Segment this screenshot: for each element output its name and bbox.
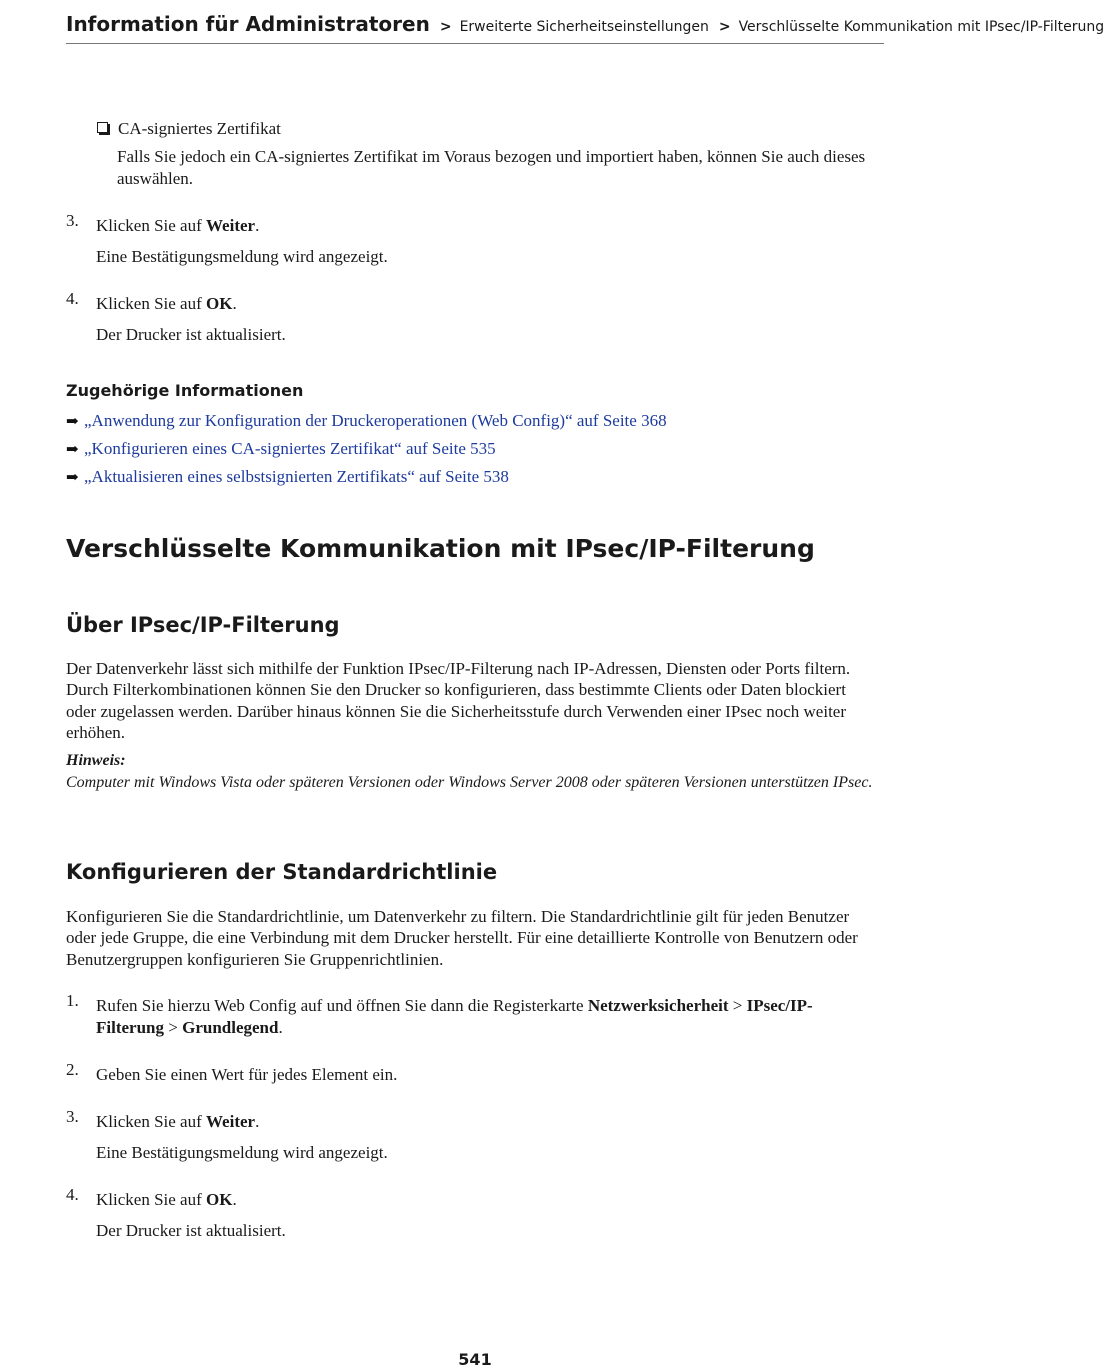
step-instruction: Klicken Sie auf Weiter. [96,1112,260,1131]
related-link[interactable] [66,467,509,487]
step-result: Eine Bestätigungsmeldung wird angezeigt. [96,247,388,266]
menu-name: Netzwerksicherheit [587,996,729,1015]
related-link[interactable] [66,439,496,459]
option-item [97,118,281,140]
step-number: 4. [66,1185,79,1204]
about-paragraph: Der Datenverkehr lässt sich mithilfe der Funktion IPsec/IP-Filterung nach IP-Adressen, Diensten oder Ports filtern. Durch Filterkombinationen können Sie den Drucker so konfigurieren, dass bestimmte Clients oder Daten blockiert oder zugelassen werden. Darüber hinaus können Sie die Sicherheitsstufe durch Verwenden einer IPsec noch weiter erhöhen. [66,659,851,742]
step-instruction: Klicken Sie auf Weiter. [96,216,260,235]
step-result: Der Drucker ist aktualisiert. [96,1221,286,1240]
menu-name: IPsec/IP-Filterung [96,996,813,1037]
step-number: 4. [66,289,79,308]
section-title: Verschlüsselte Kommunikation mit IPsec/IP-Filterung [66,534,815,563]
step-instruction: Klicken Sie auf OK. [96,1190,237,1209]
subsection-title-default-policy: Konfigurieren der Standardrichtlinie [66,860,498,884]
menu-name: Grundlegend [182,1018,279,1037]
page-number: 541 [458,1350,492,1369]
arrow-right-icon: ➡ [66,470,79,486]
step-number: 3. [66,211,79,230]
related-link-text[interactable]: „Konfigurieren eines CA-signiertes Zertifikat“ auf Seite 535 [84,439,496,458]
step-instruction: Geben Sie einen Wert für jedes Element ein. [96,1065,398,1084]
option-description: Falls Sie jedoch ein CA-signiertes Zertifikat im Voraus bezogen und importiert haben, können Sie auch dieses auswählen. [117,147,866,188]
step-result: Der Drucker ist aktualisiert. [96,325,286,344]
breadcrumb-separator: > [718,19,731,35]
checkbox-bullet-icon [97,122,108,133]
breadcrumb-item-security[interactable]: Erweiterte Sicherheitseinstellungen [459,19,709,35]
step-instruction: Rufen Sie hierzu Web Config auf und öffnen Sie dann die Registerkarte Netzwerksicherheit > IPsec/IP-Filterung > Grundlegend. [96,996,813,1037]
breadcrumb-section[interactable]: Information für Administratoren [66,12,430,36]
breadcrumb-item-ipsec[interactable]: Verschlüsselte Kommunikation mit IPsec/IP-Filterung [738,19,1104,35]
arrow-right-icon: ➡ [66,414,79,430]
step-number: 3. [66,1107,79,1126]
button-name-ok: OK [206,1190,233,1209]
arrow-right-icon: ➡ [66,442,79,458]
step-number: 2. [66,1060,79,1079]
note-text: Computer mit Windows Vista oder späteren Versionen oder Windows Server 2008 oder späteren Versionen unterstützen IPsec. [66,774,873,791]
related-link-text[interactable]: „Anwendung zur Konfiguration der Druckeroperationen (Web Config)“ auf Seite 368 [84,411,667,430]
note-label: Hinweis: [66,752,126,769]
button-name-weiter: Weiter [206,1112,256,1131]
related-info-title: Zugehörige Informationen [66,381,304,400]
related-link[interactable] [66,411,667,431]
button-name-weiter: Weiter [206,216,256,235]
breadcrumb-separator: > [439,19,452,35]
breadcrumb [66,12,1104,44]
related-link-text[interactable]: „Aktualisieren eines selbstsignierten Zertifikats“ auf Seite 538 [84,467,509,486]
subsection-title-about: Über IPsec/IP-Filterung [66,613,340,637]
default-policy-paragraph: Konfigurieren Sie die Standardrichtlinie, um Datenverkehr zu filtern. Die Standardrichtlinie gilt für jeden Benutzer oder jede Gruppe, die eine Verbindung mit dem Drucker herstellt. Für eine detaillierte Kontrolle von Benutzern oder Benutzergruppen konfigurieren Sie Gruppenrichtlinien. [66,907,858,969]
step-result: Eine Bestätigungsmeldung wird angezeigt. [96,1143,388,1162]
button-name-ok: OK [206,294,233,313]
step-instruction: Klicken Sie auf OK. [96,294,237,313]
step-number: 1. [66,991,79,1010]
option-label: CA-signiertes Zertifikat [118,119,281,138]
